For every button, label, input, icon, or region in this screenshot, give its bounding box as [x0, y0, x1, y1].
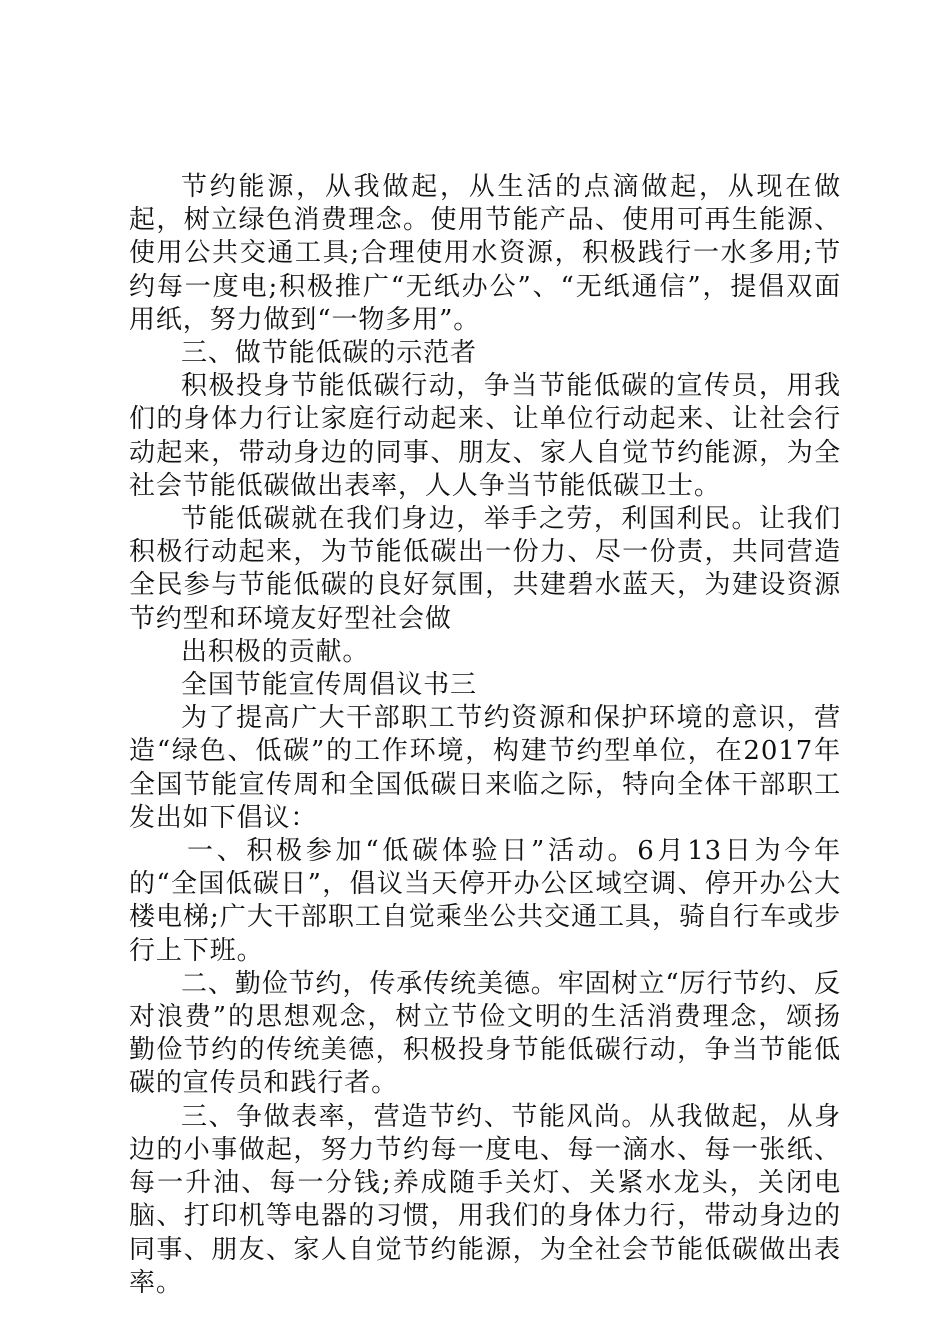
paragraph-item-1: 一、积极参加“低碳体验日”活动。6月13日为今年的“全国低碳日”，倡议当天停开办公区域空调、停开办公大楼电梯;广大干部职工自觉乘坐公共交通工具，骑自行车或步行上下班。	[129, 836, 841, 966]
document-body	[129, 171, 841, 1300]
paragraph-around-us: 节能低碳就在我们身边，举手之劳，利国利民。让我们积极行动起来，为节能低碳出一份力、尽一份责，共同营造全民参与节能低碳的良好氛围，共建碧水蓝天，为建设资源节约型和环境友好型社会做	[129, 504, 841, 634]
paragraph-intro: 为了提高广大干部职工节约资源和保护环境的意识，营造“绿色、低碳”的工作环境，构建节约型单位，在2017年全国节能宣传周和全国低碳日来临之际，特向全体干部职工发出如下倡议：	[129, 703, 841, 833]
paragraph-contribution: 出积极的贡献。	[181, 636, 370, 667]
document-subtitle: 全国节能宣传周倡议书三	[181, 670, 477, 701]
paragraph-item-2: 二、勤俭节约，传承传统美德。牢固树立“厉行节约、反对浪费”的思想观念，树立节俭文明的生活消费理念，颂扬勤俭节约的传统美德，积极投身节能低碳行动，争当节能低碳的宣传员和践行者。	[129, 968, 841, 1099]
paragraph-low-carbon-action: 积极投身节能低碳行动，争当节能低碳的宣传员，用我们的身体力行让家庭行动起来、让单位行动起来、让社会行动起来，带动身边的同事、朋友、家人自觉节约能源，为全社会节能低碳做出表率，人人争当节能低碳卫士。	[129, 371, 841, 501]
paragraph-energy-saving: 节约能源，从我做起，从生活的点滴做起，从现在做起，树立绿色消费理念。使用节能产品、使用可再生能源、使用公共交通工具;合理使用水资源，积极践行一水多用;节约每一度电;积极推广“无纸办公”、“无纸通信”，提倡双面用纸，努力做到“一物多用”。	[129, 172, 841, 335]
paragraph-item-3: 三、争做表率，营造节约、节能风尚。从我做起，从身边的小事做起，努力节约每一度电、每一滴水、每一张纸、每一升油、每一分钱;养成随手关灯、关紧水龙头，关闭电脑、打印机等电器的习惯，用我们的身体力行，带动身边的同事、朋友、家人自觉节约能源，为全社会节能低碳做出表率。	[129, 1101, 841, 1298]
section-heading-3: 三、做节能低碳的示范者	[181, 338, 477, 369]
